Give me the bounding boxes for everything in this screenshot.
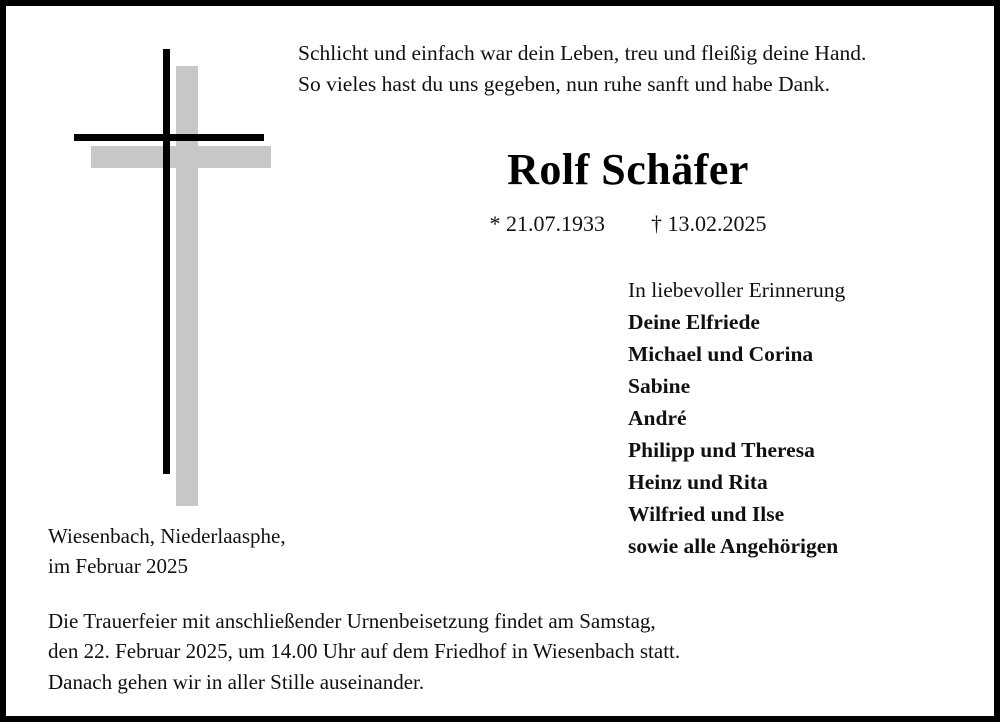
notice-inner: [6, 6, 994, 716]
place-and-date: [48, 522, 468, 582]
mourner-name: Heinz und Rita: [628, 470, 768, 495]
cross-black-vertical-bar: [163, 49, 170, 474]
birth-date: * 21.07.1933: [489, 211, 605, 236]
christian-cross-icon: [66, 46, 286, 496]
mourner-name: Deine Elfriede: [628, 310, 760, 335]
mourner-name: Michael und Corina: [628, 342, 814, 367]
funeral-line-2: den 22. Februar 2025, um 14.00 Uhr auf dem Friedhof in Wiesenbach statt.: [48, 639, 681, 664]
mourner-name: Philipp und Theresa: [628, 438, 815, 463]
funeral-line-3: Danach gehen wir in aller Stille auseinander.: [48, 669, 425, 694]
place-line-1: Wiesenbach, Niederlaasphe,: [48, 524, 286, 548]
verse-line-2: So vieles hast du uns gegeben, nun ruhe sanft und habe Dank.: [298, 71, 831, 96]
mourner-name: Wilfried und Ilse: [628, 502, 785, 527]
deceased-name: Rolf Schäfer: [507, 145, 749, 194]
mourner-name: André: [628, 406, 687, 431]
memorial-verse: [298, 38, 958, 99]
mourner-name: sowie alle Angehörigen: [628, 534, 839, 559]
mourners-intro: In liebevoller Erinnerung: [628, 278, 846, 302]
place-line-2: im Februar 2025: [48, 553, 188, 578]
verse-line-1: Schlicht und einfach war dein Leben, treu und fleißig deine Hand.: [298, 41, 867, 65]
funeral-line-1: Die Trauerfeier mit anschließender Urnenbeisetzung findet am Samstag,: [48, 609, 656, 633]
life-dates: [298, 211, 958, 237]
mourner-name: Sabine: [628, 374, 691, 399]
cross-grey-vertical-bar: [176, 66, 198, 506]
cross-black-horizontal-bar: [74, 134, 264, 141]
funeral-details: [48, 606, 968, 697]
mourners-list: [628, 274, 998, 562]
death-date: † 13.02.2025: [651, 211, 767, 236]
cross-grey-horizontal-bar: [91, 146, 271, 168]
